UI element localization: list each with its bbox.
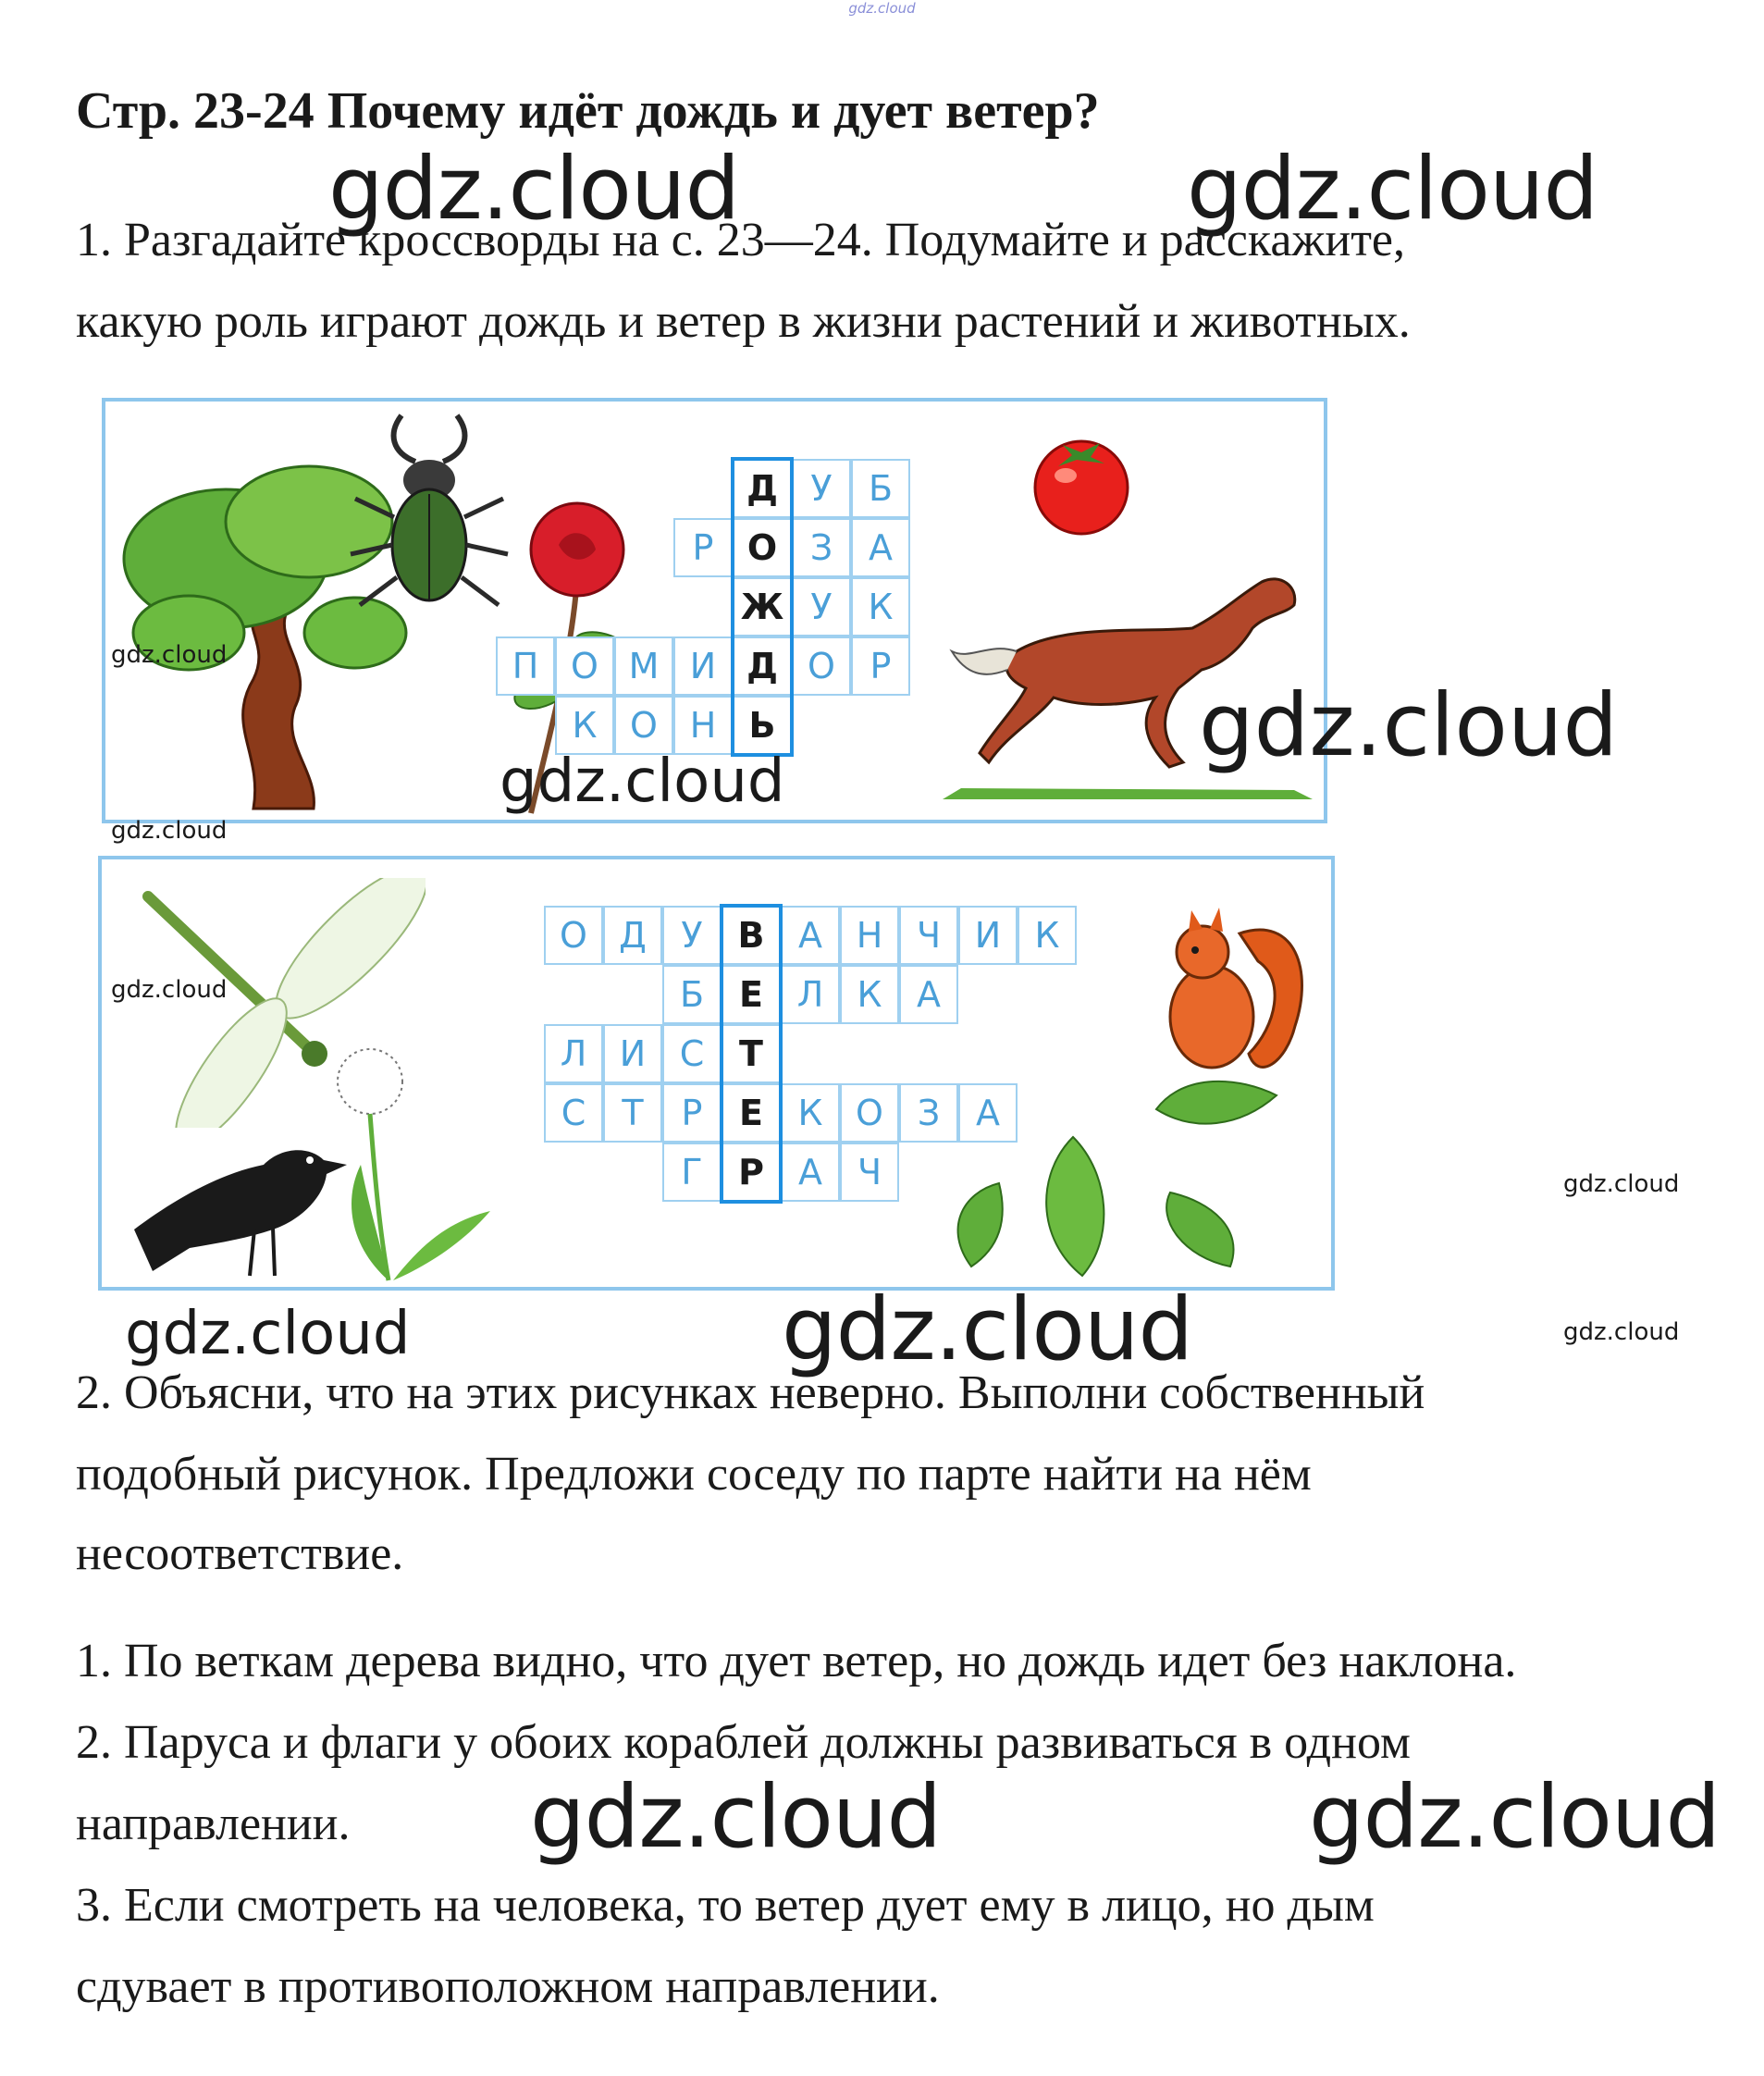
crossword-key-cell: Д: [733, 636, 792, 696]
crossword-cell: Л: [781, 965, 840, 1024]
leaves-illustration: [934, 1128, 1304, 1285]
watermark: gdz.cloud: [328, 139, 740, 240]
crossword-key-cell: Д: [733, 459, 792, 518]
crossword-cell: А: [899, 965, 958, 1024]
watermark: gdz.cloud: [1563, 1170, 1680, 1198]
crossword-key-cell: Р: [722, 1143, 781, 1202]
crossword-cell: З: [792, 518, 851, 577]
crossword-cell: К: [851, 577, 910, 636]
answer-3-line2: сдувает в противоположном направлении.: [76, 1960, 940, 2013]
answer-2-line1: 2. Паруса и флаги у обоих кораблей должны развиваться в одном: [76, 1716, 1411, 1769]
crossword-cell: С: [662, 1024, 722, 1083]
task2-line2: подобный рисунок. Предложи соседу по парте найти на нём: [76, 1448, 1312, 1501]
crossword-key-cell: Т: [722, 1024, 781, 1083]
crossword-key-cell: В: [722, 906, 781, 965]
crossword-cell: А: [958, 1083, 1018, 1143]
crossword-cell: К: [840, 965, 899, 1024]
crossword-cell: К: [555, 696, 614, 755]
task2-line1: 2. Объясни, что на этих рисунках неверно. Выполни собственный: [76, 1366, 1425, 1419]
crossword-cell: И: [673, 636, 733, 696]
crossword-cell: О: [792, 636, 851, 696]
crossword-cell: О: [555, 636, 614, 696]
crossword-key-cell: Ь: [733, 696, 792, 755]
page-title: Стр. 23-24 Почему идёт дождь и дует ветер?: [76, 82, 1100, 140]
crossword-cell: К: [1018, 906, 1077, 965]
crossword-cell: О: [614, 696, 673, 755]
crossword-cell: Г: [662, 1143, 722, 1202]
watermark: gdz.cloud: [1187, 139, 1598, 240]
task2-line3: несоответствие.: [76, 1527, 404, 1580]
task1-line2: какую роль играют дождь и ветер в жизни растений и животных.: [76, 295, 1411, 348]
crossword-key-cell: Е: [722, 965, 781, 1024]
crossword-cell: Н: [840, 906, 899, 965]
crossword-key-cell: Е: [722, 1083, 781, 1143]
answer-3-line1: 3. Если смотреть на человека, то ветер дует ему в лицо, но дым: [76, 1879, 1375, 1932]
watermark: gdz.cloud: [782, 1279, 1193, 1380]
crossword-cell: У: [792, 459, 851, 518]
crossword-cell: Ч: [840, 1143, 899, 1202]
task1-line1: 1. Разгадайте кроссворды на с. 23—24. Подумайте и расскажите,: [76, 214, 1406, 266]
crossword-cell: К: [781, 1083, 840, 1143]
squirrel-illustration: [1138, 896, 1314, 1146]
crossword-cell: А: [781, 906, 840, 965]
crossword-cell: Р: [673, 518, 733, 577]
crossword-cell: Л: [544, 1024, 603, 1083]
crossword-cell: А: [781, 1143, 840, 1202]
crossword-cell: Р: [851, 636, 910, 696]
answer-1: 1. По веткам дерева видно, что дует ветер, но дождь идет без наклона.: [76, 1635, 1517, 1687]
watermark: gdz.cloud: [530, 1767, 942, 1868]
crossword-cell: О: [840, 1083, 899, 1143]
crossword-cell: И: [958, 906, 1018, 965]
crossword-cell: С: [544, 1083, 603, 1143]
crossword-cell: И: [603, 1024, 662, 1083]
crossword-cell: Б: [662, 965, 722, 1024]
crossword-panel-wind: [98, 856, 1335, 1291]
watermark: gdz.cloud: [1309, 1767, 1721, 1868]
crossword-cell: Т: [603, 1083, 662, 1143]
crossword-cell: Н: [673, 696, 733, 755]
crossword-keyword-column: [731, 457, 794, 757]
watermark: gdz.cloud: [111, 641, 228, 669]
watermark-top: gdz.cloud: [848, 0, 916, 17]
crossword-key-cell: Ж: [733, 577, 792, 636]
crossword-keyword-column: [720, 904, 783, 1204]
crossword-cell: П: [496, 636, 555, 696]
crossword-cell: О: [544, 906, 603, 965]
crossword-cell: Ч: [899, 906, 958, 965]
crossword-cell: А: [851, 518, 910, 577]
watermark: gdz.cloud: [1563, 1318, 1680, 1346]
rook-illustration: [116, 1109, 356, 1285]
crossword-cell: М: [614, 636, 673, 696]
answer-2-line2: направлении.: [76, 1798, 351, 1850]
crossword-cell: У: [662, 906, 722, 965]
watermark: gdz.cloud: [1199, 675, 1619, 776]
watermark: gdz.cloud: [111, 817, 228, 845]
crossword-cell: Р: [662, 1083, 722, 1143]
tomato-illustration: [1021, 425, 1141, 536]
crossword-key-cell: О: [733, 518, 792, 577]
watermark: gdz.cloud: [111, 976, 228, 1004]
crossword-cell: З: [899, 1083, 958, 1143]
crossword-cell: Б: [851, 459, 910, 518]
watermark: gdz.cloud: [500, 748, 785, 816]
crossword-cell: Д: [603, 906, 662, 965]
crossword-cell: У: [792, 577, 851, 636]
watermark: gdz.cloud: [125, 1300, 411, 1368]
